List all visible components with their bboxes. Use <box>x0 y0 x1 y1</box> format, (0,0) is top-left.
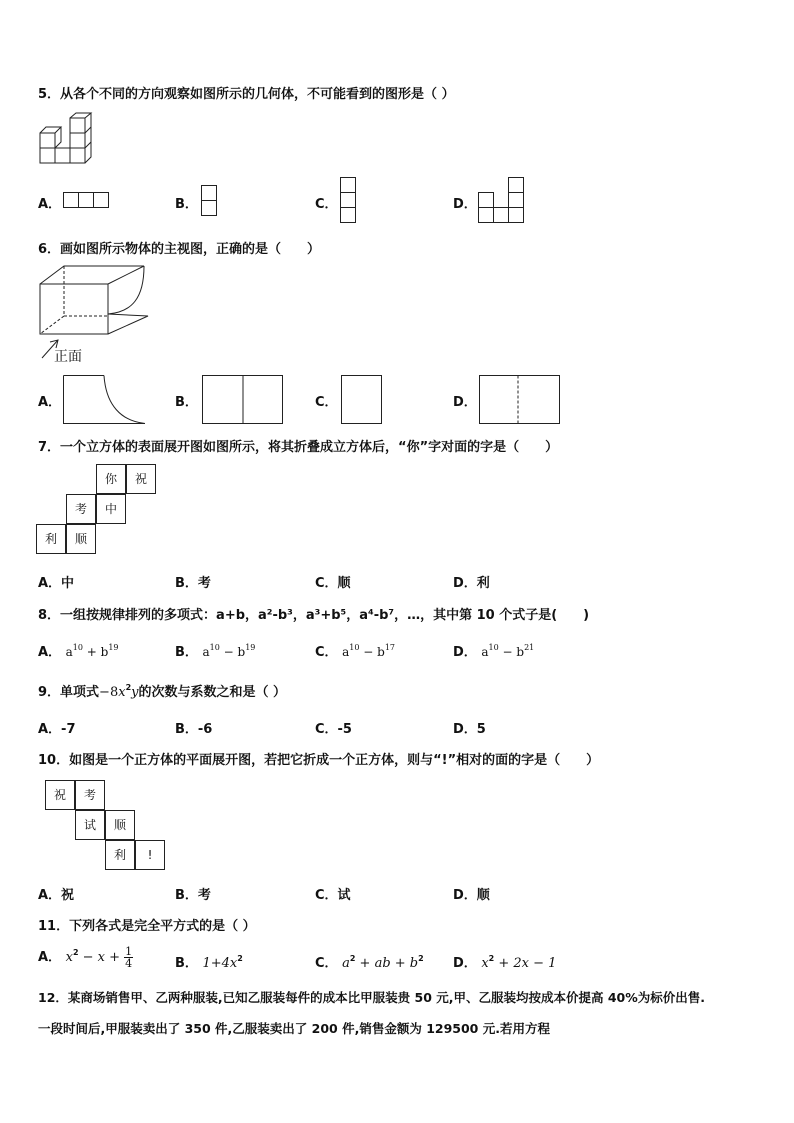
q8-option-d <box>453 641 534 660</box>
q10-net-cell: 利 <box>105 840 135 870</box>
q10-option-a: A．祝 <box>38 888 75 903</box>
q8-exp: 19 <box>108 643 119 652</box>
q10-net-cell: 试 <box>75 810 105 840</box>
q11-fraction <box>124 946 133 969</box>
q11-term: x <box>65 950 73 965</box>
q9-var-x: x <box>118 685 126 700</box>
q7-net-cell: 利 <box>36 524 66 554</box>
q8-op: + <box>86 645 97 659</box>
q7-option-a: A．中 <box>38 576 75 591</box>
q5-option-d-label: D． <box>453 197 477 212</box>
q6-option-c-label: C． <box>315 395 338 410</box>
q6-option-a-label: A． <box>38 395 62 410</box>
q8-exp: 10 <box>209 643 220 652</box>
question-10-text: 10．如图是一个正方体的平面展开图，若把它折成一个正方体，则与“!”相对的面的字是（ ） <box>38 753 600 768</box>
question-5-text: 5．从各个不同的方向观察如图所示的几何体，不可能看到的图形是（ ） <box>38 87 455 102</box>
q8-term: a <box>481 645 489 659</box>
q11-term: − x + <box>78 950 125 965</box>
q8-exp: 19 <box>245 643 256 652</box>
q8-option-label: D． <box>453 645 477 660</box>
q8-op: − <box>363 645 374 659</box>
question-11-text: 11．下列各式是完全平方式的是（ ） <box>38 919 256 934</box>
q8-option-a <box>38 641 119 660</box>
q9-option-a: A．-7 <box>38 722 76 737</box>
q8-op: − <box>502 645 513 659</box>
q7-net-cell: 祝 <box>126 464 156 494</box>
q10-net-cell: 顺 <box>105 810 135 840</box>
q6-option-b-label: B． <box>175 395 198 410</box>
q10-net-cell: 祝 <box>45 780 75 810</box>
q10-net-cell: 考 <box>75 780 105 810</box>
fraction-numerator: 1 <box>125 945 133 958</box>
q6-option-d-figure <box>479 375 561 425</box>
q6-option-c-figure <box>341 375 383 425</box>
q10-option-c: C．试 <box>315 888 351 903</box>
q8-option-label: A． <box>38 645 62 660</box>
q9-suffix: 的次数与系数之和是（ ） <box>138 685 287 700</box>
q11-term: 1+4x <box>202 956 238 971</box>
q8-term: b <box>516 645 525 659</box>
q7-net-cell: 顺 <box>66 524 96 554</box>
q11-option-label: C． <box>315 956 338 971</box>
q5-option-a-label: A． <box>38 197 62 212</box>
q8-option-b <box>175 641 255 660</box>
q11-option-a <box>38 946 133 969</box>
q8-term: a <box>342 645 350 659</box>
q11-term: x <box>481 956 489 971</box>
q11-term: + 2x − 1 <box>494 956 557 971</box>
q8-exp: 10 <box>349 643 360 652</box>
q6-option-d-label: D． <box>453 395 477 410</box>
q8-term: a <box>65 645 73 659</box>
question-6-text: 6．画如图所示物体的主视图，正确的是（ ） <box>38 242 321 257</box>
q8-option-label: C． <box>315 645 338 660</box>
q8-exp: 17 <box>384 643 396 652</box>
q11-option-b <box>175 952 243 971</box>
fraction-denominator: 4 <box>125 957 133 970</box>
front-view-label: 正面 <box>54 349 82 365</box>
q9-prefix: 9．单项式 <box>38 685 100 700</box>
q11-term: a <box>342 956 350 971</box>
q8-op: − <box>223 645 234 659</box>
q11-term: + ab + b <box>355 956 419 971</box>
q8-term: b <box>100 645 109 659</box>
q8-option-c <box>315 641 395 660</box>
q10-option-d: D．顺 <box>453 888 490 903</box>
q7-option-b: B．考 <box>175 576 211 591</box>
q8-term: b <box>237 645 246 659</box>
q11-exp: 2 <box>72 948 79 957</box>
q8-exp: 10 <box>72 643 83 652</box>
q9-option-c: C．-5 <box>315 722 352 737</box>
q9-option-d: D．5 <box>453 722 486 737</box>
q9-coef: −8 <box>99 685 119 700</box>
question-9-text <box>38 681 286 700</box>
question-7-text: 7．一个立方体的表面展开图如图所示，将其折叠成立方体后，“你”字对面的字是（ ） <box>38 440 559 455</box>
q9-var-y: y <box>131 685 139 700</box>
q5-option-c-figure <box>340 177 357 224</box>
q5-option-b-figure <box>201 185 218 217</box>
q7-net-cell: 你 <box>96 464 126 494</box>
q11-option-c <box>315 952 424 971</box>
q11-exp: 2 <box>418 954 424 963</box>
question-12-line-2: 一段时间后,甲服装卖出了 350 件,乙服装卖出了 200 件,销售金额为 129500 元.若用方程 <box>38 1021 550 1036</box>
q8-option-label: B． <box>175 645 198 660</box>
question-12-line-1: 12．某商场销售甲、乙两种服装,已知乙服装每件的成本比甲服装贵 50 元,甲、乙服装均按成本价提高 40%为标价出售. <box>38 990 706 1005</box>
q8-exp: 10 <box>488 643 499 652</box>
q10-net-cell: ! <box>135 840 165 870</box>
q5-option-c-label: C． <box>315 197 338 212</box>
q5-cube-stack-figure <box>38 112 94 164</box>
q6-option-a-figure <box>63 375 147 425</box>
q7-option-d: D．利 <box>453 576 490 591</box>
q8-term: b <box>377 645 385 659</box>
q11-exp: 2 <box>488 954 495 963</box>
q11-option-label: A． <box>38 950 62 965</box>
question-8-text: 8．一组按规律排列的多项式：a+b，a²-b³，a³+b⁵，a⁴-b⁷，…，其中第 10 个式子是( ) <box>38 608 590 623</box>
q9-option-b: B．-6 <box>175 722 213 737</box>
q5-option-b-label: B． <box>175 197 198 212</box>
q11-option-label: B． <box>175 956 198 971</box>
q9-exp: 2 <box>125 683 132 692</box>
q11-option-label: D． <box>453 956 477 971</box>
q7-net-cell: 中 <box>96 494 126 524</box>
q7-net-cell: 考 <box>66 494 96 524</box>
q5-option-a-figure <box>63 192 111 209</box>
q5-option-d-figure <box>478 177 526 224</box>
q11-exp: 2 <box>349 954 356 963</box>
q11-exp: 2 <box>237 954 243 963</box>
q10-option-b: B．考 <box>175 888 211 903</box>
q8-exp: 21 <box>524 643 535 652</box>
q11-option-d <box>453 952 556 971</box>
q6-option-b-figure <box>202 375 284 425</box>
q8-term: a <box>202 645 210 659</box>
q7-option-c: C．顺 <box>315 576 351 591</box>
